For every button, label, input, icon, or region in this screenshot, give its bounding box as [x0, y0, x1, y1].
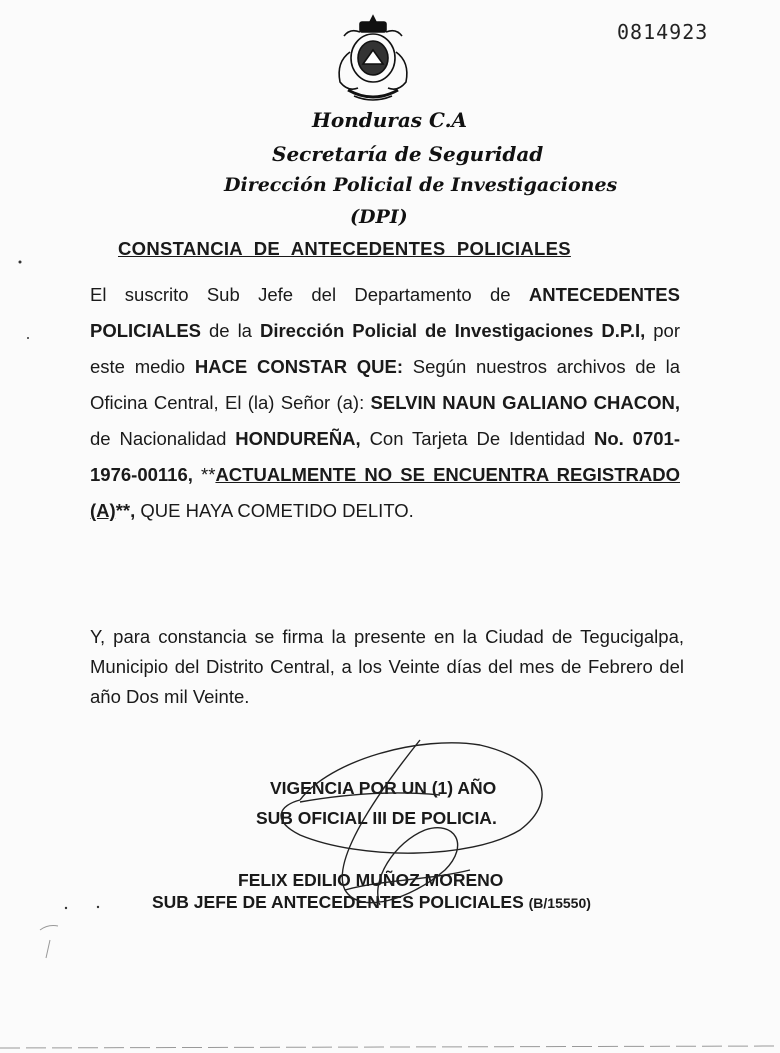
body-text: El suscrito Sub Jefe del Departamento de [90, 284, 529, 305]
certificate-body [90, 277, 680, 529]
signer-position-line [152, 892, 591, 913]
document-serial-number: 0814923 [617, 20, 709, 44]
document-title: CONSTANCIA DE ANTECEDENTES POLICIALES [118, 238, 571, 259]
record-status-suffix: **, [115, 500, 136, 521]
body-text: por este medio [90, 320, 680, 377]
header-directorate: Dirección Policial de Investigaciones [224, 174, 618, 196]
person-name: SELVIN NAUN GALIANO CHACON, [370, 392, 681, 413]
record-status: ACTUALMENTE NO SE ENCUENTRA REGISTRADO (A) [90, 464, 680, 521]
validity-line: VIGENCIA POR UN (1) AÑO [270, 778, 497, 798]
directorate-name: Dirección Policial de Investigaciones D.P.I, [259, 320, 646, 341]
body-text: QUE HAYA COMETIDO DELITO. [135, 500, 414, 521]
signer-position: SUB JEFE DE ANTECEDENTES POLICIALES [152, 892, 524, 912]
body-text: Según nuestros archivos de la Oficina Central, El (la) Señor (a): [90, 356, 681, 413]
header-ministry: Secretaría de Seguridad [272, 142, 544, 166]
signer-name: FELIX EDILIO MUÑOZ MORENO [238, 870, 504, 890]
body-text: ** [192, 464, 216, 485]
closing-paragraph: Y, para constancia se firma la presente en la Ciudad de Tegucigalpa, Municipio del Distrito Central, a los Veinte días del mes de Febrero del año Dos mil Veinte. [90, 626, 684, 707]
header-acronym: (DPI) [350, 206, 408, 228]
rank-line: SUB OFICIAL III DE POLICIA. [256, 808, 497, 828]
department-name: ANTECEDENTES POLICIALES [90, 284, 680, 341]
honduras-coat-of-arms-seal [330, 12, 416, 104]
header-country: Honduras C.A [312, 108, 468, 132]
body-text: de Nacionalidad [90, 428, 236, 449]
body-text: Con Tarjeta De Identidad [360, 428, 594, 449]
certify-phrase: HACE CONSTAR QUE: [194, 356, 404, 377]
body-text: de la [201, 320, 260, 341]
id-number: No. 0701-1976-00116, [90, 428, 680, 485]
signer-code: (B/15550) [528, 895, 591, 911]
nationality: HONDUREÑA, [235, 428, 361, 449]
